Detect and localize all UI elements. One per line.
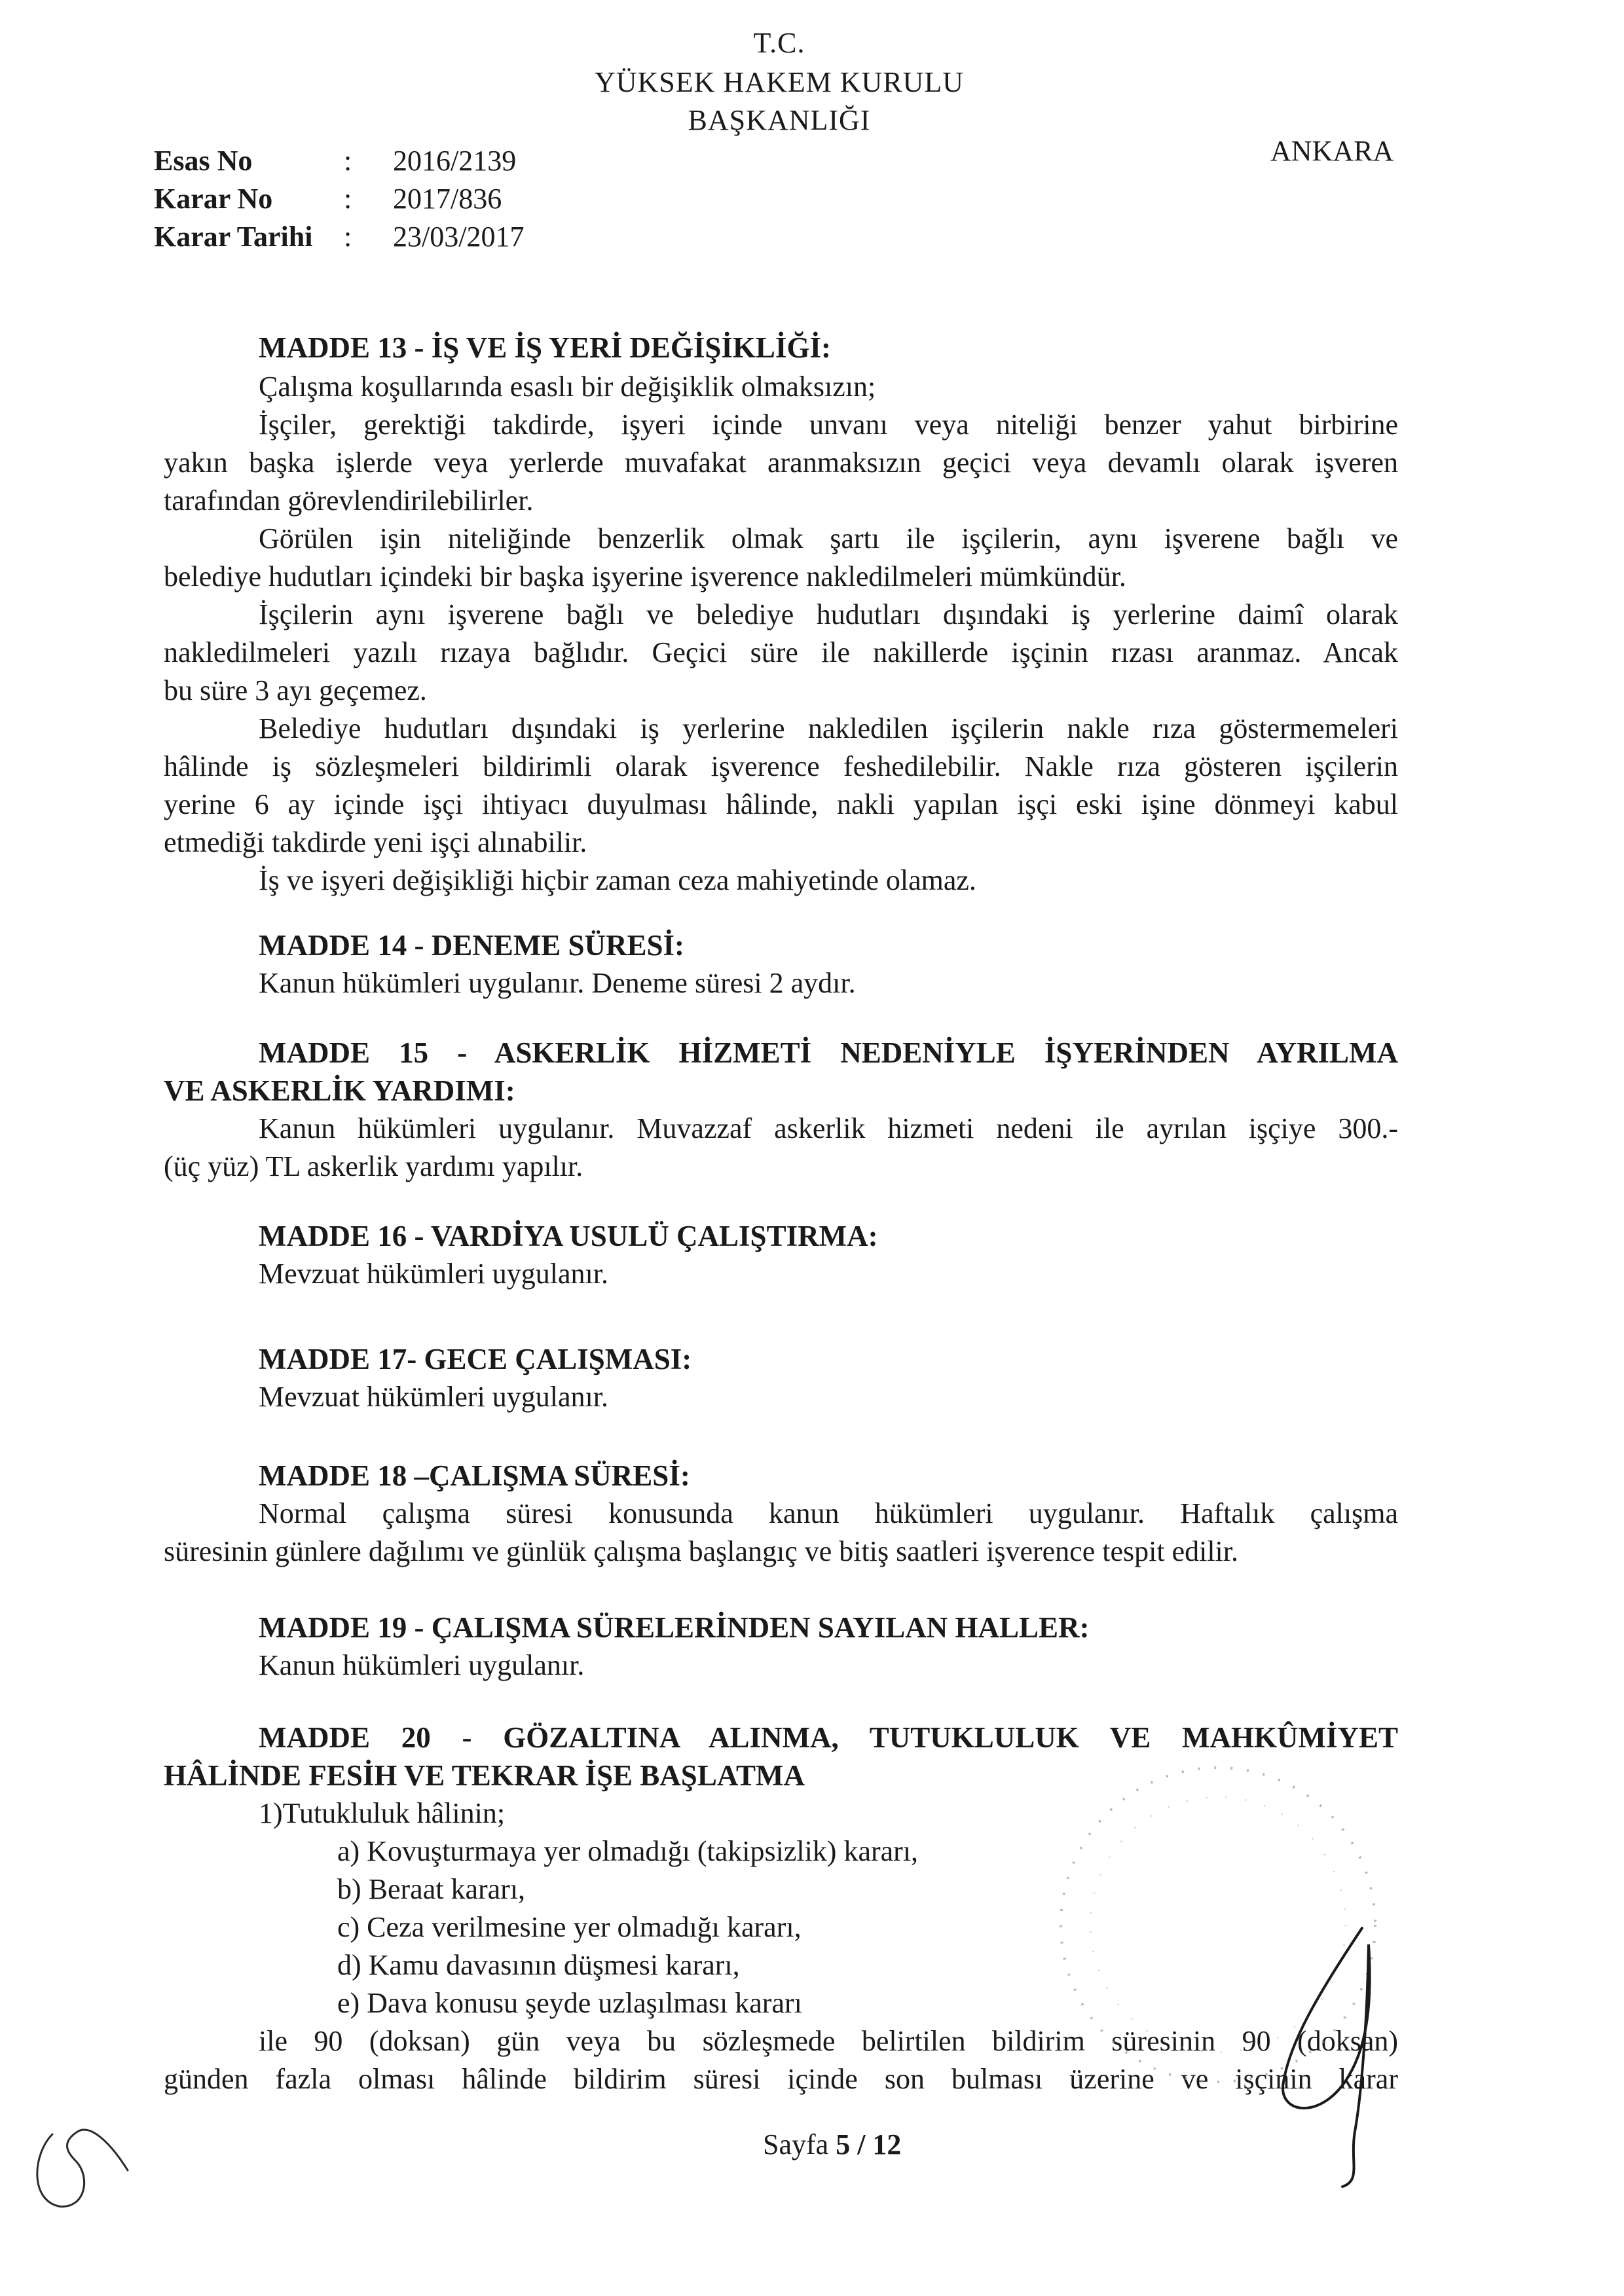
m15-line: Kanun hükümleri uygulanır. Muvazzaf askerlik hizmeti nedeni ile ayrılan işçiye 300.- (259, 1112, 1398, 1144)
m19-heading: MADDE 19 - ÇALIŞMA SÜRELERİNDEN SAYILAN HALLER: (259, 1611, 1090, 1644)
m20-heading: MADDE 20 - GÖZALTINA ALINMA, TUTUKLULUK VE MAHKÛMİYET (259, 1721, 1398, 1754)
m20-line: 1)Tutukluluk hâlinin; (259, 1797, 506, 1829)
m20-line: günden fazla olması hâlinde bildirim süresi içinde son bulması üzerine ve işçinin karar (164, 2063, 1398, 2095)
m14-heading: MADDE 14 - DENEME SÜRESİ: (259, 929, 685, 962)
m13-line: hâlinde iş sözleşmeleri bildirimli olarak işverence feshedilebilir. Nakle rıza gösteren işçilerin (164, 750, 1398, 782)
m15-heading-cont: VE ASKERLİK YARDIMI: (164, 1074, 515, 1107)
m13-line: bu süre 3 ayı geçemez. (164, 674, 427, 706)
m19-line: Kanun hükümleri uygulanır. (259, 1649, 585, 1681)
m20-list-item: d) Kamu davasının düşmesi kararı, (337, 1949, 740, 1981)
m18-line: süresinin günlere dağılımı ve günlük çalışma başlangıç ve bitiş saatleri işverence tespit edilir. (164, 1535, 1238, 1567)
m13-line: Görülen işin niteliğinde benzerlik olmak şartı ile işçilerin, aynı işverene bağlı ve (259, 522, 1398, 555)
m18-line: Normal çalışma süresi konusunda kanun hükümleri uygulanır. Haftalık çalışma (259, 1497, 1398, 1529)
m17-heading: MADDE 17- GECE ÇALIŞMASI: (259, 1343, 692, 1376)
m13-heading: MADDE 13 - İŞ VE İŞ YERİ DEĞİŞİKLİĞİ: (259, 331, 831, 364)
page-number (763, 2128, 901, 2161)
header-tc: T.C. (753, 27, 805, 59)
m13-line: belediye hudutları içindeki bir başka işyerine işverence nakledilmeleri mümkündür. (164, 560, 1126, 592)
m13-line: Çalışma koşullarında esaslı bir değişiklik olmaksızın; (259, 371, 876, 403)
m13-line: etmediği takdirde yeni işçi alınabilir. (164, 826, 587, 858)
m13-line: tarafından görevlendirilebilirler. (164, 484, 534, 517)
m13-line: yakın başka işlerde veya yerlerde muvafakat aranmaksızın geçici veya devamlı olarak işveren (164, 446, 1398, 479)
m13-line: İşçiler, gerektiği takdirde, işyeri içinde unvanı veya niteliği benzer yahut birbirine (259, 409, 1398, 441)
m15-heading: MADDE 15 - ASKERLİK HİZMETİ NEDENİYLE İŞYERİNDEN AYRILMA (259, 1036, 1398, 1069)
tarih-label: Karar Tarihi (154, 221, 313, 253)
header-institution: YÜKSEK HAKEM KURULU (594, 66, 965, 98)
karar-label: Karar No (154, 183, 273, 215)
tarih-colon: : (344, 221, 352, 253)
m20-heading-cont: HÂLİNDE FESİH VE TEKRAR İŞE BAŞLATMA (164, 1759, 805, 1792)
m16-heading: MADDE 16 - VARDİYA USULÜ ÇALIŞTIRMA: (259, 1220, 878, 1252)
m20-list-item: b) Beraat kararı, (337, 1873, 526, 1905)
m13-line: İşçilerin aynı işverene bağlı ve belediye hudutları dışındaki iş yerlerine daimî olarak (259, 598, 1398, 630)
page-num: 5 / 12 (836, 2128, 902, 2160)
m13-line: yerine 6 ay içinde işçi ihtiyacı duyulması hâlinde, nakli yapılan işçi eski işine dönmeyi kabul (164, 788, 1398, 820)
page-prefix: Sayfa (763, 2128, 829, 2160)
header-presidency: BAŞKANLIĞI (688, 104, 871, 136)
m20-list-item: e) Dava konusu şeyde uzlaşılması kararı (337, 1987, 802, 2019)
initial-mark (13, 2115, 144, 2232)
m20-list-item: a) Kovuşturmaya yer olmadığı (takipsizlik) kararı, (337, 1835, 919, 1867)
m13-line: nakledilmeleri yazılı rızaya bağlıdır. Geçici süre ile nakillerde işçinin rızası aranmaz. Ancak (164, 636, 1398, 668)
m20-line: ile 90 (doksan) gün veya bu sözleşmede belirtilen bildirim süresinin 90 (doksan) (259, 2025, 1398, 2057)
esas-value: 2016/2139 (393, 145, 517, 177)
m20-list-item: c) Ceza verilmesine yer olmadığı kararı, (337, 1911, 802, 1943)
tarih-value: 23/03/2017 (393, 221, 525, 253)
m18-heading: MADDE 18 –ÇALIŞMA SÜRESİ: (259, 1459, 690, 1492)
esas-colon: : (344, 145, 352, 177)
signature-mark (1264, 1918, 1434, 2193)
karar-colon: : (344, 183, 352, 215)
m13-line: Belediye hudutları dışındaki iş yerlerine nakledilen işçilerin nakle rıza göstermemeleri (259, 712, 1398, 744)
m13-line: İş ve işyeri değişikliği hiçbir zaman ceza mahiyetinde olamaz. (259, 864, 976, 896)
karar-value: 2017/836 (393, 183, 502, 215)
header-city: ANKARA (1270, 135, 1394, 167)
esas-label: Esas No (154, 145, 253, 177)
m15-line: (üç yüz) TL askerlik yardımı yapılır. (164, 1150, 583, 1182)
m16-line: Mevzuat hükümleri uygulanır. (259, 1258, 608, 1290)
m14-line: Kanun hükümleri uygulanır. Deneme süresi 2 aydır. (259, 967, 856, 999)
m17-line: Mevzuat hükümleri uygulanır. (259, 1381, 608, 1413)
